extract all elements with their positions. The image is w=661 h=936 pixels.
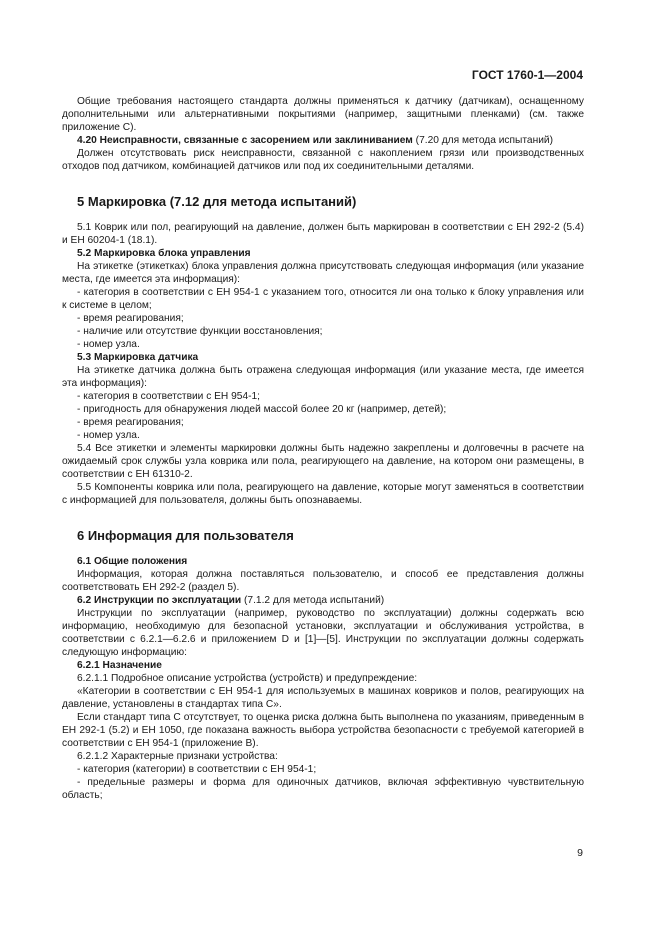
paragraph: 6.2.1.2 Характерные признаки устройства:: [77, 751, 278, 762]
paragraph: - предельные размеры и форма для одиночных датчиков, включая эффективную чувствительную область;: [62, 777, 584, 801]
paragraph: - время реагирования;: [77, 417, 184, 428]
paragraph: Общие требования настоящего стандарта должны применяться к датчику (датчикам), оснащенному дополнительными или альтернативными покрытиями (например, защитными пленками) (см. также приложение С).: [62, 96, 584, 133]
paragraph: 5.1 Коврик или пол, реагирующий на давление, должен быть маркирован в соответствии с ЕН 292-2 (5.4) и ЕН 60204-1 (18.1).: [62, 222, 584, 246]
subsection-note: (7.1.2 для метода испытаний): [241, 595, 385, 606]
section-heading: 6 Информация для пользователя: [77, 528, 294, 543]
paragraph: - время реагирования;: [77, 313, 184, 324]
subsection-heading: 5.2 Маркировка блока управления: [77, 248, 251, 259]
subsection-heading: 6.2.1 Назначение: [77, 660, 162, 671]
subsection-paragraph: [62, 351, 584, 364]
paragraph: Информация, которая должна поставляться пользователю, и способ ее представления должны соответствовать ЕН 292-2 (раздел 5).: [62, 569, 584, 593]
subsection-paragraph: [62, 555, 584, 568]
subsection-heading: 6.1 Общие положения: [77, 556, 188, 567]
subsection-paragraph: [62, 247, 584, 260]
subsection-paragraph: [62, 134, 584, 147]
paragraph: - категория (категории) в соответствии с ЕН 954-1;: [77, 764, 317, 775]
paragraph: - наличие или отсутствие функции восстановления;: [77, 326, 323, 337]
paragraph: 5.4 Все этикетки и элементы маркировки должны быть надежно закреплены и долговечны в расчете на ожидаемый срок службы узла коврика или пола, реагирующего на давление, на котором они размещены, в соответствии с ЕН 61310-2.: [62, 443, 584, 480]
paragraph: - номер узла.: [77, 430, 140, 441]
paragraph: Должен отсутствовать риск неисправности, связанной с накоплением грязи или производственных отходов под датчиком, комбинацией датчиков или под их соединительными деталями.: [62, 148, 584, 172]
subsection-heading: 4.20 Неисправности, связанные с засорением или заклиниванием: [77, 135, 413, 146]
body-text: [62, 95, 584, 802]
paragraph: На этикетке (этикетках) блока управления должна присутствовать следующая информация (или указание места, где имеется эта информация):: [62, 261, 584, 285]
section-heading: 5 Маркировка (7.12 для метода испытаний): [77, 194, 357, 209]
standard-header: ГОСТ 1760-1—2004: [471, 68, 583, 82]
paragraph: - номер узла.: [77, 339, 140, 350]
subsection-paragraph: [62, 594, 584, 607]
paragraph: На этикетке датчика должна быть отражена следующая информация (или указание места, где имеется эта информация):: [62, 365, 584, 389]
paragraph: - категория в соответствии с ЕН 954-1 с указанием того, относится ли она только к блоку управления или к системе в целом;: [62, 287, 584, 311]
paragraph: - пригодность для обнаружения людей массой более 20 кг (например, детей);: [77, 404, 447, 415]
subsection-note: (7.20 для метода испытаний): [412, 135, 553, 146]
paragraph: «Категории в соответствии с ЕН 954-1 для используемых в машинах ковриков и полов, реагирующих на давление, установлены в стандартах типа С».: [62, 686, 584, 710]
paragraph: - категория в соответствии с ЕН 954-1;: [77, 391, 261, 402]
paragraph: Если стандарт типа С отсутствует, то оценка риска должна быть выполнена по указаниям, приведенным в ЕН 292-1 (5.2) и ЕН 1050, где показана важность выбора устройства безопасности с требуемой категорией в соответствии с ЕН 954-1 (приложение В).: [62, 712, 584, 749]
paragraph: 6.2.1.1 Подробное описание устройства (устройств) и предупреждение:: [77, 673, 418, 684]
paragraph: 5.5 Компоненты коврика или пола, реагирующего на давление, которые могут заменяться в соответствии с информацией для пользователя, должны быть опознаваемы.: [62, 482, 584, 506]
subsection-heading: 5.3 Маркировка датчика: [77, 352, 199, 363]
subsection-heading: 6.2 Инструкции по эксплуатации: [77, 595, 242, 606]
paragraph: Инструкции по эксплуатации (например, руководство по эксплуатации) должны содержать всю информацию, необходимую для безопасной установки, эксплуатации и обслуживания устройства, в соответствии с 6.2.1—6.2.6 и приложением D и [1]—[5]. Инструкции по эксплуатации должны содержать следующую информацию:: [62, 608, 584, 658]
page-number: 9: [577, 847, 583, 859]
subsection-paragraph: [62, 659, 584, 672]
